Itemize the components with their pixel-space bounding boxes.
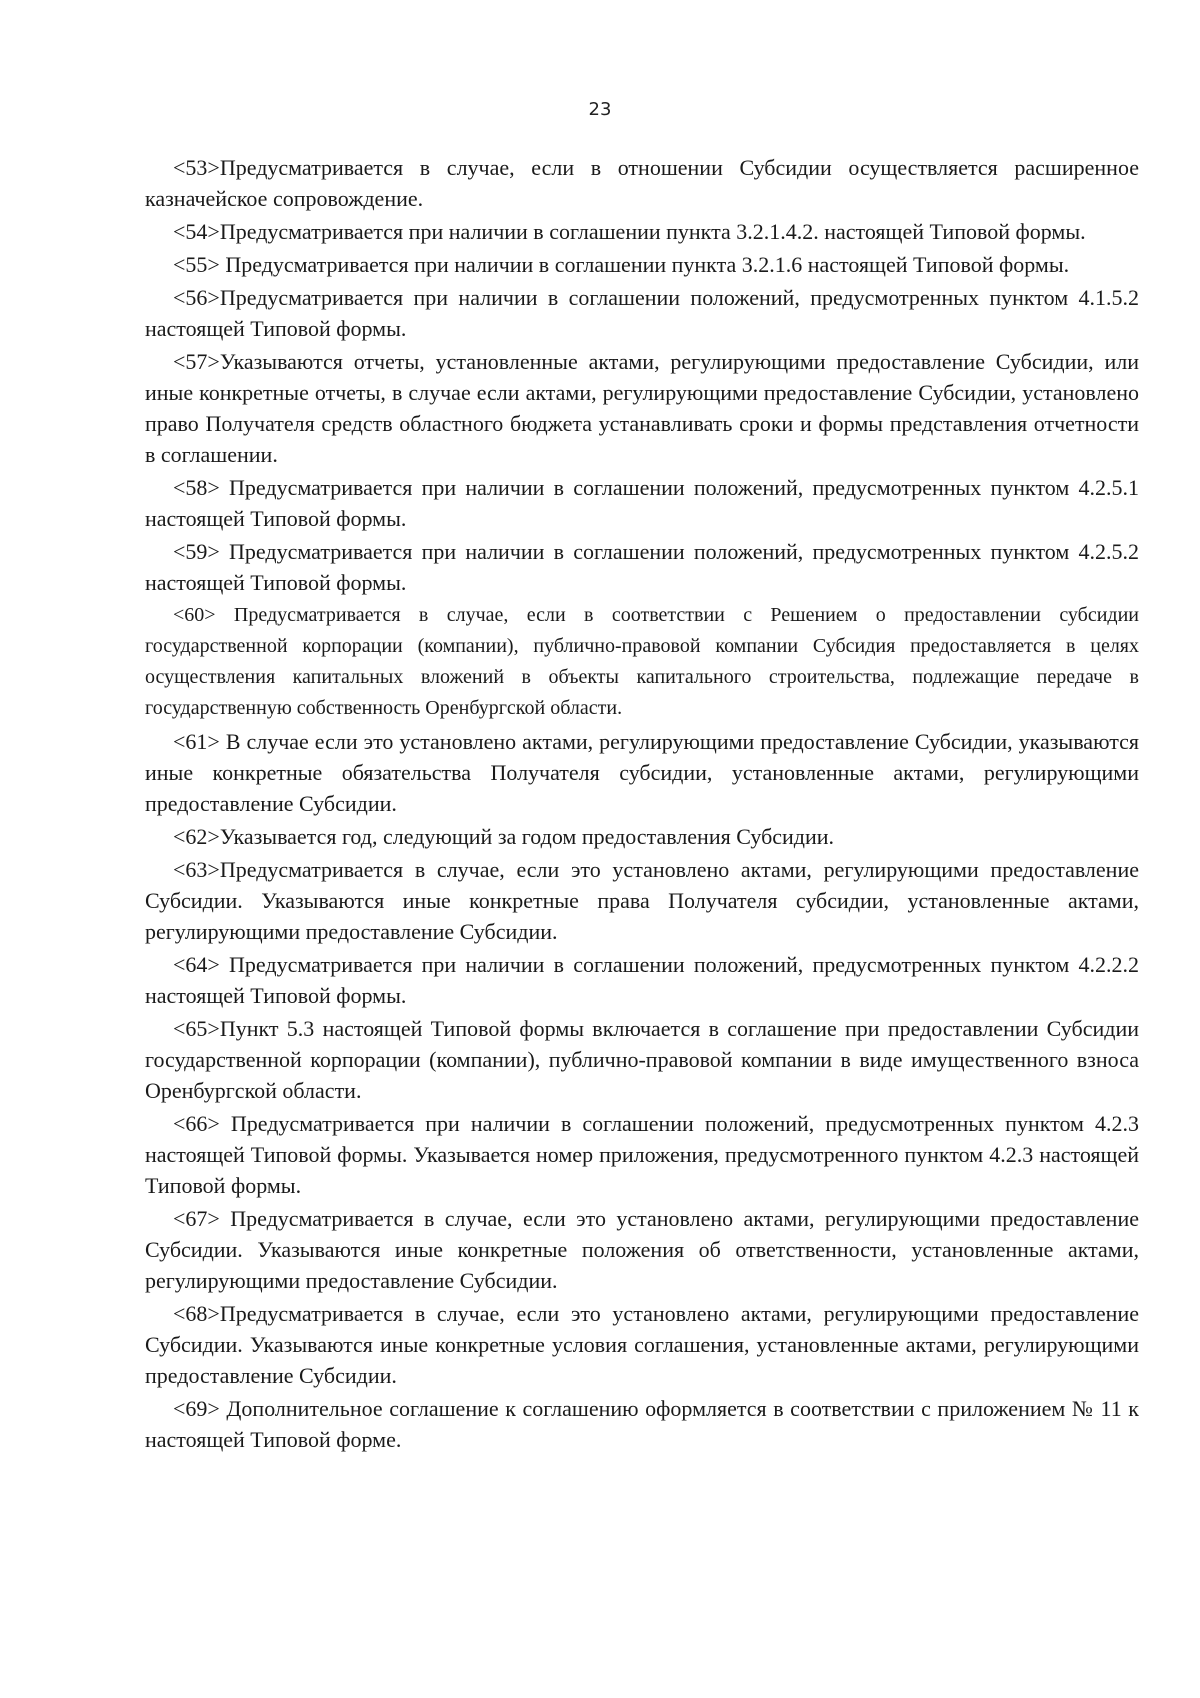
footnote-marker: <60> xyxy=(173,604,216,626)
footnote-marker: <56> xyxy=(173,285,220,310)
footnote-text: Предусматривается при наличии в соглашении положений, предусмотренных пунктом 4.1.5.2 настоящей Типовой формы. xyxy=(145,285,1139,341)
footnote-text: Предусматривается в случае, если в соответствии с Решением о предоставлении субсидии государственной корпорации (компании), публично-правовой компании Субсидия предоставляется в целях осуществления капитальных вложений в объекты капитального строительства, подлежащие передаче в государственную собственность Оренбургской области. xyxy=(145,604,1139,719)
footnote-55 xyxy=(145,249,1139,280)
footnote-marker: <54> xyxy=(173,219,220,244)
footnote-marker: <58> xyxy=(173,475,220,500)
footnote-marker: <57> xyxy=(173,349,220,374)
footnote-53 xyxy=(145,152,1139,214)
footnote-text: Предусматривается в случае, если это установлено актами, регулирующими предоставление Субсидии. Указываются иные конкретные права Получателя субсидии, установленные актами, регулирующими предоставление Субсидии. xyxy=(145,857,1139,944)
footnote-57 xyxy=(145,346,1139,470)
footnote-marker: <68> xyxy=(173,1301,220,1326)
footnote-56 xyxy=(145,282,1139,344)
footnote-62 xyxy=(145,821,1139,852)
footnote-marker: <55> xyxy=(173,252,220,277)
footnote-68 xyxy=(145,1298,1139,1391)
footnote-marker: <53> xyxy=(173,155,220,180)
footnote-text: Дополнительное соглашение к соглашению оформляется в соответствии с приложением № 11 к настоящей Типовой форме. xyxy=(145,1396,1139,1452)
footnote-61 xyxy=(145,726,1139,819)
footnote-text: Указываются отчеты, установленные актами, регулирующими предоставление Субсидии, или иные конкретные отчеты, в случае если актами, регулирующими предоставление Субсидии, установлено право Получателя средств областного бюджета устанавливать сроки и формы представления отчетности в соглашении. xyxy=(145,349,1139,467)
footnote-64 xyxy=(145,949,1139,1011)
footnote-54 xyxy=(145,216,1139,247)
footnote-marker: <61> xyxy=(173,729,220,754)
footnote-marker: <66> xyxy=(173,1111,220,1136)
footnote-marker: <64> xyxy=(173,952,220,977)
footnote-text: Пункт 5.3 настоящей Типовой формы включается в соглашение при предоставлении Субсидии государственной корпорации (компании), публично-правовой компании в виде имущественного взноса Оренбургской области. xyxy=(145,1016,1139,1103)
footnote-text: Предусматривается при наличии в соглашении положений, предусмотренных пунктом 4.2.5.1 настоящей Типовой формы. xyxy=(145,475,1139,531)
footnote-marker: <62> xyxy=(173,824,220,849)
footnote-text: В случае если это установлено актами, регулирующими предоставление Субсидии, указываются иные конкретные обязательства Получателя субсидии, установленные актами, регулирующими предоставление Субсидии. xyxy=(145,729,1139,816)
footnote-text: Предусматривается в случае, если это установлено актами, регулирующими предоставление Субсидии. Указываются иные конкретные условия соглашения, установленные актами, регулирующими предоставление Субсидии. xyxy=(145,1301,1139,1388)
footnote-58 xyxy=(145,472,1139,534)
footnote-67 xyxy=(145,1203,1139,1296)
page-number: 23 xyxy=(588,99,612,120)
footnote-69 xyxy=(145,1393,1139,1455)
footnote-63 xyxy=(145,854,1139,947)
footnote-text: Предусматривается при наличии в соглашении положений, предусмотренных пунктом 4.2.3 настоящей Типовой формы. Указывается номер приложения, предусмотренного пунктом 4.2.3 настоящей Типовой формы. xyxy=(145,1111,1139,1198)
footnote-text: Предусматривается при наличии в соглашении положений, предусмотренных пунктом 4.2.2.2 настоящей Типовой формы. xyxy=(145,952,1139,1008)
footnote-59 xyxy=(145,536,1139,598)
footnote-text: Предусматривается при наличии в соглашении пункта 3.2.1.4.2. настоящей Типовой формы. xyxy=(219,219,1086,244)
footnote-marker: <63> xyxy=(173,857,220,882)
footnote-text: Предусматривается в случае, если это установлено актами, регулирующими предоставление Субсидии. Указываются иные конкретные положения об ответственности, установленные актами, регулирующими предоставление Субсидии. xyxy=(145,1206,1139,1293)
footnote-marker: <67> xyxy=(173,1206,220,1231)
footnote-60 xyxy=(145,600,1139,724)
footnote-text: Предусматривается в случае, если в отношении Субсидии осуществляется расширенное казначейское сопровождение. xyxy=(145,155,1139,211)
footnote-65 xyxy=(145,1013,1139,1106)
footnote-marker: <65> xyxy=(173,1016,220,1041)
footnote-marker: <69> xyxy=(173,1396,220,1421)
footnote-marker: <59> xyxy=(173,539,220,564)
footnote-text: Предусматривается при наличии в соглашении пункта 3.2.1.6 настоящей Типовой формы. xyxy=(219,252,1070,277)
footnote-text: Предусматривается при наличии в соглашении положений, предусмотренных пунктом 4.2.5.2 настоящей Типовой формы. xyxy=(145,539,1139,595)
footnote-text: Указывается год, следующий за годом предоставления Субсидии. xyxy=(219,824,835,849)
footnote-66 xyxy=(145,1108,1139,1201)
footnotes-list xyxy=(145,152,1139,1457)
